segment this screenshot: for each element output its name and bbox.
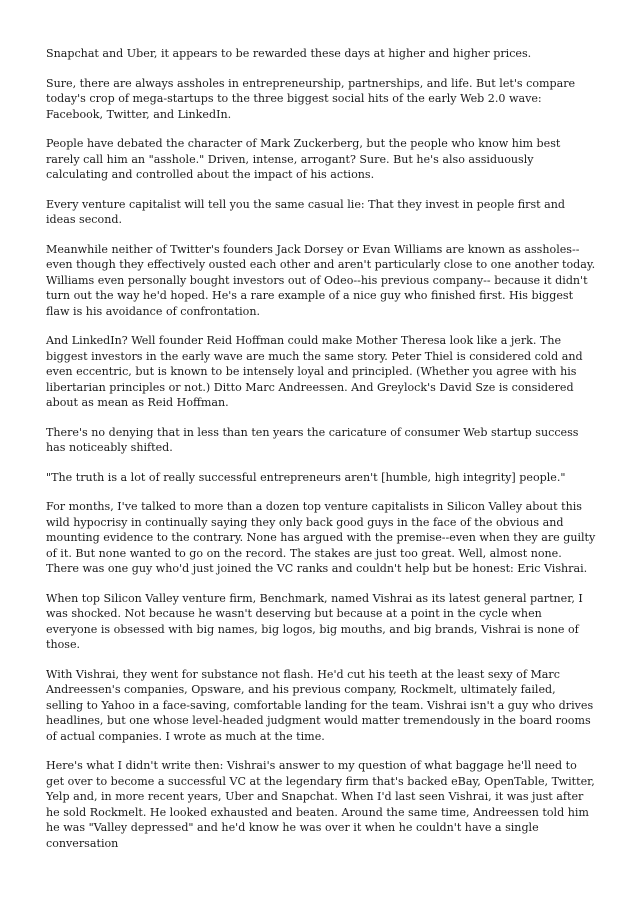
paragraph: For months, I've talked to more than a dozen top venture capitalists in Silicon Valley about this wild hypocrisy in continually saying they only back good guys in the face of the obvious and mounting evidence to the contrary. None has argued with the premise--even when they are guilty of it. But none wanted to go on the record. The stakes are just too great. Well, almost none. There was one guy who'd just joined the VC ranks and couldn't help but be honest: Eric Vishrai. (46, 500, 596, 575)
paragraph: Meanwhile neither of Twitter's founders Jack Dorsey or Evan Williams are known as assholes--even though they effectively ousted each other and aren't particularly close to one another today. Williams even personally bought investors out of Odeo--his previous company-- because it didn't turn out the way he'd hoped. He's a rare example of a nice guy who finished first. His biggest flaw is his avoidance of confrontation. (46, 242, 596, 318)
paragraph: Snapchat and Uber, it appears to be rewarded these days at higher and higher prices. (46, 47, 532, 60)
paragraph: "The truth is a lot of really successful entrepreneurs aren't [humble, high integrity] people." (46, 470, 566, 484)
paragraph: Here's what I didn't write then: Vishrai's answer to my question of what baggage he'll need to get over to become a successful VC at the legendary firm that's backed eBay, OpenTable, Twitter, Yelp and, in more recent years, Uber and Snapchat. When I'd last seen Vishrai, it was just after he sold Rockmelt. He looked exhausted and beaten. Around the same time, Andreessen told him he was "Valley depressed" and he'd know he was over it when he couldn't have a single conversation (46, 759, 595, 850)
document-page (46, 46, 596, 851)
paragraph: With Vishrai, they went for substance not flash. He'd cut his teeth at the least sexy of Marc Andreessen's companies, Opsware, and his previous company, Rockmelt, ultimately failed, selling to Yahoo in a face-saving, comfortable landing for the team. Vishrai isn't a guy who drives headlines, but one whose level-headed judgment would matter tremendously in the board rooms of actual companies. I wrote as much at the time. (46, 667, 594, 743)
paragraph: Every venture capitalist will tell you the same casual lie: That they invest in people first and ideas second. (46, 197, 566, 226)
paragraph: Sure, there are always assholes in entrepreneurship, partnerships, and life. But let's compare today's crop of mega-startups to the three biggest social hits of the early Web 2.0 wave: Facebook, Twitter, and LinkedIn. (46, 76, 576, 121)
paragraph: And LinkedIn? Well founder Reid Hoffman could make Mother Theresa look like a jerk. The biggest investors in the early wave are much the same story. Peter Thiel is considered cold and even eccentric, but is known to be intensely loyal and principled. (Whether you agree with his libertarian principles or not.) Ditto Marc Andreessen. And Greylock's David Sze is considered about as mean as Reid Hoffman. (46, 334, 583, 409)
paragraph: There's no denying that in less than ten years the caricature of consumer Web startup success has noticeably shifted. (46, 425, 579, 454)
paragraph: People have debated the character of Mark Zuckerberg, but the people who know him best rarely call him an "asshole." Driven, intense, arrogant? Sure. But he's also assiduously calculating and controlled about the impact of his actions. (46, 137, 561, 181)
paragraph: When top Silicon Valley venture firm, Benchmark, named Vishrai as its latest general partner, I was shocked. Not because he wasn't deserving but because at a point in the cycle when everyone is obsessed with big names, big logos, big mouths, and big brands, Vishrai is none of those. (46, 591, 583, 651)
